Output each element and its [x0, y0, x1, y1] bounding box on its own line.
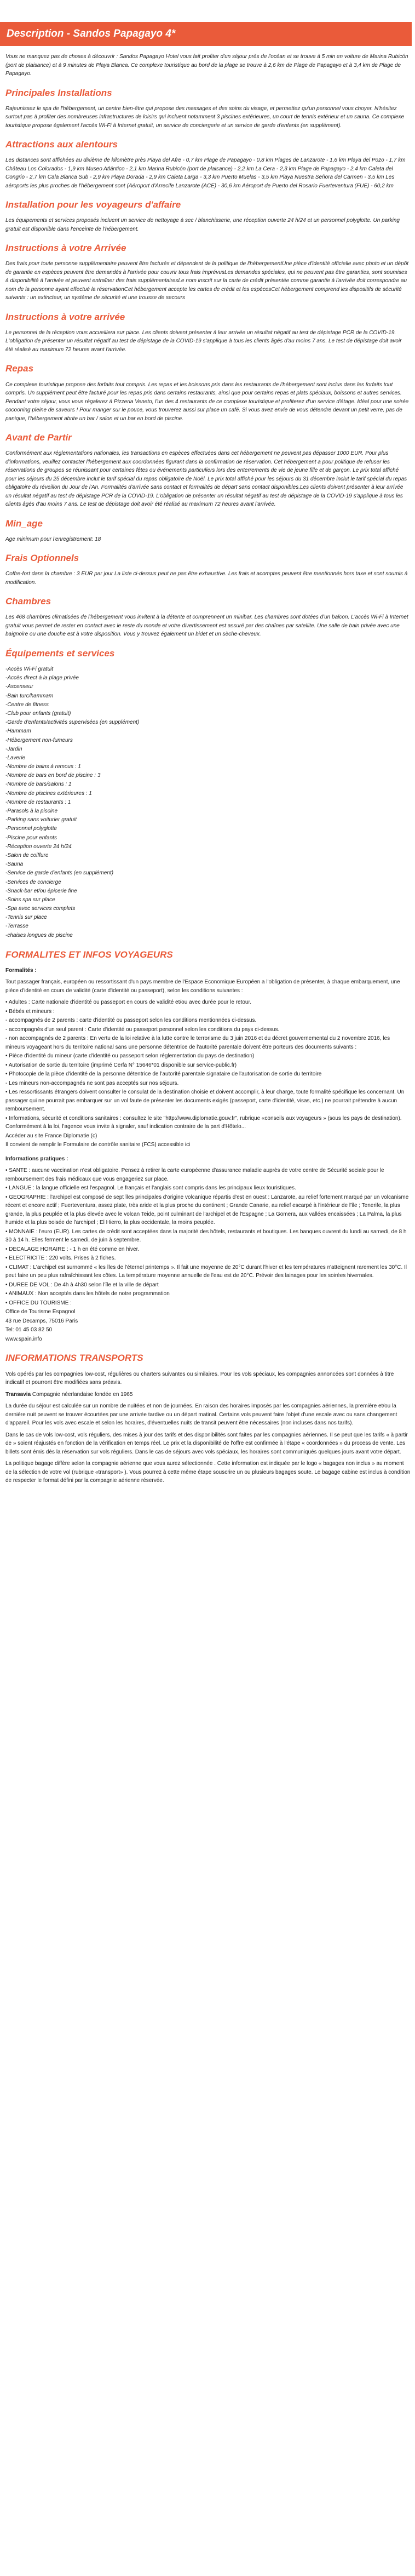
section-heading: Frais Optionnels: [5, 553, 79, 564]
equipment-item: -Accès Wi-Fi gratuit: [5, 666, 54, 673]
section-heading: Repas: [5, 363, 34, 374]
section: [5, 596, 411, 639]
practical-item: • GEOGRAPHIE : l'archipel est composé de sept îles principales d'origine volcanique répartis d'est en ouest : Lanzarote, au relief fortement marqué par un volcanisme récent et encore actif ; Fuerteventura, assez plate, très aride et la plus proche du continent ; Grande Canarie, au relief escarpé à l'intérieur de l'île ; Tenerife, la plus grande, la plus peuplée et la plus élevée avec le volcan Teide, point culminant de l'archipel et de l'Espagne ; La Gomera, aux vallées encaissées ; La Palma, la plus humide et la plus boisée de l'archipel ; El Hierro, la plus occidentale, la moins peuplée.: [5, 1194, 409, 1226]
practical-item: Tel: 01 45 03 82 50: [5, 1327, 53, 1333]
equipment-item: -Sauna: [5, 861, 24, 868]
practical-item: • ELECTRICITE : 220 volts. Prises à 2 fiches.: [5, 1255, 116, 1262]
formalities-item: • Bébés et mineurs :: [5, 1008, 55, 1015]
formalities-item: - accompagnés d'un seul parent : Carte d'identité ou passeport personnel selon les conditions du pays ci-dessus.: [5, 1026, 280, 1033]
section: [5, 242, 411, 302]
equipment-section: [5, 648, 411, 940]
section-body: Les 468 chambres climatisées de l'hébergement vous invitent à la détente et comprennent un minibar. Les chambres sont dotées d'un balcon. L'accès Wi-Fi à Internet gratuit vous permet de rester en contact avec le reste du monde et votre divertissement est assuré par des chaînes par satellite. Une salle de bain privée avec une baignoire ou une douche est à votre disposition. Vous y trouvez également un bidet et un sèche-cheveux.: [5, 614, 408, 638]
equipment-item: -chaises longues de piscine: [5, 932, 73, 938]
practical-item: Office de Tourisme Espagnol: [5, 1309, 76, 1315]
equipment-item: -Spa avec services complets: [5, 906, 76, 912]
equipment-item: -Club pour enfants (gratuit): [5, 710, 71, 717]
section: [5, 139, 411, 190]
intro-paragraph: Vous ne manquez pas de choses à découvrir : Sandos Papagayo Hotel vous fait profiter d'un séjour près de l'océan et se trouve à 5 min en voiture de Marina Rubicón (port de plaisance) et à 9 minutes de Playa Blanca. Ce complexe touristique au bord de la plage se trouve à 2,6 km de Plage de Papagayo et à 3,4 km de Plage de Papagayo.: [5, 54, 408, 77]
formalities-item: • Photocopie de la pièce d'identité de la personne détentrice de l'autorité parentale signataire de l'autorisation de sortie du territoire: [5, 1071, 322, 1078]
equipment-item: -Nombre de piscines extérieures : 1: [5, 790, 92, 797]
transport-section: [5, 1352, 411, 1485]
section-heading: Instructions à votre Arrivée: [5, 243, 126, 254]
practical-label: Informations pratiques :: [5, 1155, 68, 1162]
section: [5, 432, 411, 509]
title-bar: [0, 22, 412, 46]
transport-p3: La durée du séjour est calculée sur un nombre de nuitées et non de journées. En raison des horaires imposés par les compagnies aériennes, la première et/ou la dernière nuit peuvent se trouver écourtées par une arrivée tardive ou un départ matinal. Certains vols peuvent faire l'objet d'une escale avec ou sans changement d'appareil. Pour les vols avec escale et selon les horaires, d'éventuelles nuits de transit peuvent être nécessaires (non incluses dans nos tarifs).: [5, 1403, 397, 1427]
practical-item: 43 rue Decamps, 75016 Paris: [5, 1318, 78, 1324]
section: [5, 87, 411, 130]
practical-list: [5, 1166, 411, 1343]
equipment-item: -Nombre de bars/salons : 1: [5, 781, 72, 788]
equipment-item: -Jardin: [5, 746, 22, 752]
formalities-item: • Informations, sécurité et conditions sanitaires : consultez le site "http://www.diplomatie.gouv.fr", rubrique «conseils aux voyageurs » (sous les pays de destination). Conformément à la loi, l'agence vous invite à signaler, sauf indication contraire de la part d'Hôtelo...: [5, 1115, 402, 1130]
formalities-item: - accompagnés de 2 parents : carte d'identité ou passeport selon les conditions mentionnées ci-dessus.: [5, 1017, 257, 1024]
section-heading: Principales Installations: [5, 87, 112, 98]
equipment-item: -Tennis sur place: [5, 914, 47, 921]
section-body: Age minimum pour l'enregistrement: 18: [5, 536, 101, 542]
transport-airline-desc: Compagnie néerlandaise fondée en 1965: [31, 1391, 133, 1398]
formalities-item: Accéder au site France Diplomatie (c): [5, 1132, 97, 1139]
formalities-item: - Les mineurs non-accompagnés ne sont pas acceptés sur nos séjours.: [5, 1080, 179, 1086]
equipment-item: -Bain turc/hammam: [5, 692, 54, 699]
section-body: Rajeunissez le spa de l'hébergement, un centre bien-être qui propose des massages et des soins du visage, et permettez qu'un personnel vous choyer. N'hésitez surtout pas à profiter des nombreuses infrastructures de loisirs qui incluent notamment 3 piscines extérieures, un court de tennis extérieur et un sauna. Ce complexe touristique propose également l'accès Wi-Fi à Internet gratuit, un service de conciergerie et un service de garde d'enfants (en supplément).: [5, 105, 405, 129]
section-heading: Min_age: [5, 518, 43, 529]
practical-item: • CLIMAT : L'archipel est surnommé « les îles de l'éternel printemps ». Il fait une moyenne de 20°C durant l'hiver et les températures n'atteignent rarement les 30°C. Il peut faire un peu plus rafraîchissant les côtes. La température moyenne annuelle de l'eau est de 20°C. Prévoir des lainages pour les soirées hivernales.: [5, 1264, 407, 1279]
section: [5, 199, 411, 233]
transport-p2: [5, 1390, 411, 1399]
formalities-item: • Pièce d'identité du mineur (carte d'identité ou passeport selon réglementation du pays de destination): [5, 1053, 255, 1060]
equipment-item: -Salon de coiffure: [5, 852, 49, 858]
equipment-item: -Nombre de restaurants : 1: [5, 799, 71, 805]
section: [5, 311, 411, 354]
equipment-item: -Piscine pour enfants: [5, 834, 57, 841]
equipment-item: -Hébergement non-fumeurs: [5, 737, 73, 743]
equipment-item: -Terrasse: [5, 923, 28, 930]
section-body: Coffre-fort dans la chambre : 3 EUR par jour La liste ci-dessus peut ne pas être exhaustive. Les frais et acomptes peuvent être mentionnés hors taxe et sont soumis à modification.: [5, 571, 408, 586]
practical-item: • LANGUE : la langue officielle est l'espagnol. Le français et l'anglais sont compris dans les principaux lieux touristiques.: [5, 1185, 296, 1192]
practical-item: • MONNAIE : l'euro (EUR). Les cartes de crédit sont acceptées dans la majorité des hôtels, restaurants et boutiques. Les banques ouvrent du lundi au samedi, de 8 h 30 à 14 h. Elles ferment le samedi, de juin à septembre.: [5, 1228, 407, 1244]
practical-item: • DUREE DE VOL : De 4h à 4h30 selon l'île et la ville de départ: [5, 1281, 159, 1288]
equipment-item: -Parasols à la piscine: [5, 808, 58, 815]
formalities-item: Il convient de remplir le Formulaire de contrôle sanitaire (FCS) accessible ici: [5, 1142, 191, 1148]
section-heading: Attractions aux alentours: [5, 139, 118, 150]
section-heading: Instructions à votre arrivée: [5, 311, 125, 322]
formalities-item: • Adultes : Carte nationale d'identité ou passeport en cours de validité et/ou avec durée pour le retour.: [5, 999, 252, 1006]
formalities-section: [5, 949, 411, 1344]
page-title: Description - Sandos Papagayo 4*: [7, 28, 176, 40]
equipment-item: -Centre de fitness: [5, 701, 49, 708]
section-body: Conformément aux réglementations nationales, les transactions en espèces effectuées dans cet hébergement ne peuvent pas dépasser 1000 EUR. Pour plus d'informations, veuillez contacter l'hébergement aux coordonnées figurant dans la confirmation de réservation. Cet hébergement a pour politique de refuser les réservations de groupes se réunissant pour certaines fêtes ou événements particuliers lors des enterrements de vie de jeune fille et de garçon. Le prix total affiché pour les séjours du 25 décembre inclut le tarif spécial du repas obligatoire de Noël. Le prix total affiché pour les séjours du 31 décembre inclut le tarif spécial du repas obligatoire du réveillon du Jour de l'An. Formalités d'arrivée sans contact et formalités de départ sans contact disponibles.Les clients doivent présenter à leur arrivée un résultat négatif au test de dépistage PCR de la COVID-19. L'obligation de présenter un résultat négatif au test de dépistage de la COVID-19 s'applique à tous les clients âgés d'au moins 7 ans. Le test de dépistage doit avoir été réalisé au maximum 72 heures avant l'arrivée.: [5, 450, 407, 508]
formalities-item: • Autorisation de sortie du territoire (imprimé Cerfa N° 15646*01 disponible sur service-public.fr): [5, 1062, 237, 1068]
transport-heading: INFORMATIONS TRANSPORTS: [5, 1353, 143, 1364]
section-heading: Installation pour les voyageurs d'affaire: [5, 199, 181, 210]
section: [5, 518, 411, 544]
equipment-item: -Réception ouverte 24 h/24: [5, 843, 72, 850]
equipment-heading: Équipements et services: [5, 648, 115, 659]
equipment-item: -Parking sans voiturier gratuit: [5, 817, 77, 823]
equipment-item: -Ascenseur: [5, 684, 33, 690]
section-heading: Chambres: [5, 596, 51, 607]
equipment-item: -Service de garde d'enfants (en supplément): [5, 870, 114, 877]
equipment-list: [5, 665, 411, 940]
formalities-list: [5, 998, 411, 1149]
equipment-item: -Accès direct à la plage privée: [5, 675, 79, 682]
equipment-item: -Services de concierge: [5, 879, 61, 885]
section-body: Le personnel de la réception vous accueillera sur place. Les clients doivent présenter à leur arrivée un résultat négatif au test de dépistage PCR de la COVID-19. L'obligation de présenter un résultat négatif au test de dépistage de la COVID-19 s'applique à tous les clients âgés d'au moins 7 ans. Le test de dépistage doit avoir été réalisé au maximum 72 heures avant l'arrivée.: [5, 329, 402, 353]
transport-p4: Dans le cas de vols low-cost, vols réguliers, des mises à jour des tarifs et des disponibilités sont faites par les compagnies aériennes. Il se peut que les tarifs « à partir de » soient réajustés en fonction de la vérification en temps réel. Le prix et la disponibilité de l'offre est confirmée à l'étape « coordonnées » du process de vente. Les billets sont émis dès la réservation sur vols réguliers. Dans le cas de séjours avec vols spéciaux, les horaires sont communiqués quelques jours avant votre départ.: [5, 1432, 408, 1455]
transport-airline-name: Transavia: [5, 1391, 31, 1398]
equipment-item: -Laverie: [5, 754, 26, 761]
page: [0, 22, 415, 1515]
practical-item: www.spain.info: [5, 1336, 42, 1342]
content: [0, 53, 415, 1485]
practical-item: • DECALAGE HORAIRE : - 1 h en été comme en hiver.: [5, 1246, 140, 1252]
equipment-item: -Garde d'enfants/activités supervisées (en supplément): [5, 719, 140, 726]
equipment-item: -Personnel polyglotte: [5, 826, 57, 832]
equipment-item: -Soins spa sur place: [5, 896, 55, 903]
transport-p1: Vols opérés par les compagnies low-cost, régulières ou charters suivantes ou similaires. Pour les vols spéciaux, les compagnies annoncées sont données à titre indicatif et pourront être modifiées sans préavis.: [5, 1371, 394, 1386]
equipment-item: -Nombre de bars en bord de piscine : 3: [5, 772, 101, 779]
section-body: Les équipements et services proposés incluent un service de nettoyage à sec / blanchisserie, une réception ouverte 24 h/24 et un personnel polyglotte. Un parking gratuit est disponible dans l'enceinte de l'hébergement.: [5, 217, 400, 232]
section-body: Des frais pour toute personne supplémentaire peuvent être facturés et dépendent de la politique de l'hébergementUne pièce d'identité officielle avec photo et un dépôt de garantie en espèces peuvent être demandés à l'arrivée pour couvrir tous frais imprévusLes demandes spéciales, qui ne peuvent pas être garanties, sont soumises à disponibilité à l'arrivée et peuvent entraîner des frais supplémentairesLe nom inscrit sur la carte de crédit présentée comme garantie à l'arrivée doit correspondre au nom de la personne ayant effectué la réservationCet hébergement accepte les cartes de crédit et les espècesCet hébergement comprend les dispositifs de sécurité suivants : un extincteur, un système de sécurité et une trousse de secours: [5, 261, 408, 301]
formalities-intro: Tout passager français, européen ou ressortissant d'un pays membre de l'Espace Economique Européen a l'obligation de présenter, à chaque embarquement, une pièce d'identité en cours de validité (carte d'identité ou passeport), selon les conditions suivantes :: [5, 979, 400, 994]
section: [5, 552, 411, 587]
equipment-item: -Hammam: [5, 728, 31, 735]
practical-item: • ANIMAUX : Non acceptés dans les hôtels de notre programmation: [5, 1291, 170, 1297]
practical-item: • OFFICE DU TOURISME :: [5, 1300, 72, 1306]
practical-item: • SANTE : aucune vaccination n'est obligatoire. Pensez à retirer la carte européenne d'assurance maladie auprès de votre centre de Sécurité sociale pour le remboursement des frais médicaux que vous engageriez sur place.: [5, 1167, 384, 1182]
section-heading: Avant de Partir: [5, 432, 72, 443]
equipment-item: -Snack-bar et/ou épicerie fine: [5, 888, 77, 894]
section-body: Ce complexe touristique propose des forfaits tout compris. Les repas et les boissons pris dans les restaurants de l'hébergement sont inclus dans les forfaits tout compris. Un supplément peut être facturé pour les repas pris dans certains restaurants, ainsi que pour certains repas et plats spéciaux, boissons et autres services. Pendant votre séjour, vous vous régalerez à Pizzeria Veneto, l'un des 4 restaurants de ce complexe touristique et profiterez d'un service d'étage. Idéal pour une soirée cocooning pleine de saveurs ! Pour manger sur le pouce, vous trouverez aussi sur place un café. Si vous avez envie de vous détendre devant un petit verre, pas de panique, l'hébergement abrite un bar / salon et un bar en bord de piscine.: [5, 381, 409, 422]
formalities-item: • Les ressortissants étrangers doivent consulter le consulat de la destination choisie et doivent accomplir, à leur charge, toute formalité spécifique les concernant. Un passager qui ne pourrait pas embarquer sur un vol faute de présenter les documents exigés (passeport, carte d'identité, visas, etc.) ne pourrait prétendre à aucun remboursement.: [5, 1089, 405, 1113]
transport-p5: La politique bagage diffère selon la compagnie aérienne que vous aurez sélectionnée . Cette information est indiquée par le logo « bagages non inclus » au moment de la sélection de votre vol (rubrique «transport» ). Vous pourrez à cette même étape souscrire un ou plusieurs bagages soute. Le bagage cabine est inclus à condition de respecter le format défini par la compagnie aérienne réservée.: [5, 1461, 411, 1484]
formalities-label: Formalités :: [5, 967, 37, 974]
section: [5, 363, 411, 423]
section-body: Les distances sont affichées au dixième de kilomètre près Playa del Afre - 0,7 km Plage de Papagayo - 0,8 km Plages de Lanzarote - 1,6 km Playa del Pozo - 1,7 km Château Los Colorados - 1,9 km Museo Atlántico - 2,1 km Marina Rubicón (port de plaisance) - 2,2 km La Cera - 2,3 km Plage de Papagayo - 2,4 km Caleta del Congrio - 2,7 km Cala Blanca Sub - 2,9 km Playa Dorada - 2,9 km Caleta Larga - 3,3 km Puerto Muelas - 3,5 km Playa Nuestra Señora del Carmen - 3,5 km Les aéroports les plus proches de l'hébergement sont (Aéroport d'Arrecife Lanzarote (ACE) - 30,6 km Aéroport de Puerto del Rosario Fuerteventura (FUE) - 60,2 km: [5, 157, 406, 189]
sections-container: [5, 87, 411, 639]
equipment-item: -Nombre de bains à remous : 1: [5, 764, 81, 770]
formalities-item: - non accompagnés de 2 parents : En vertu de la loi relative à la lutte contre le terrorisme du 3 juin 2016 et du décret gouvernemental du 2 novembre 2016, les mineurs voyageant hors du territoire national sans une personne détentrice de l'autorité parentale doivent être porteurs des documents suivants :: [5, 1035, 390, 1050]
formalities-heading: FORMALITES ET INFOS VOYAGEURS: [5, 949, 173, 960]
